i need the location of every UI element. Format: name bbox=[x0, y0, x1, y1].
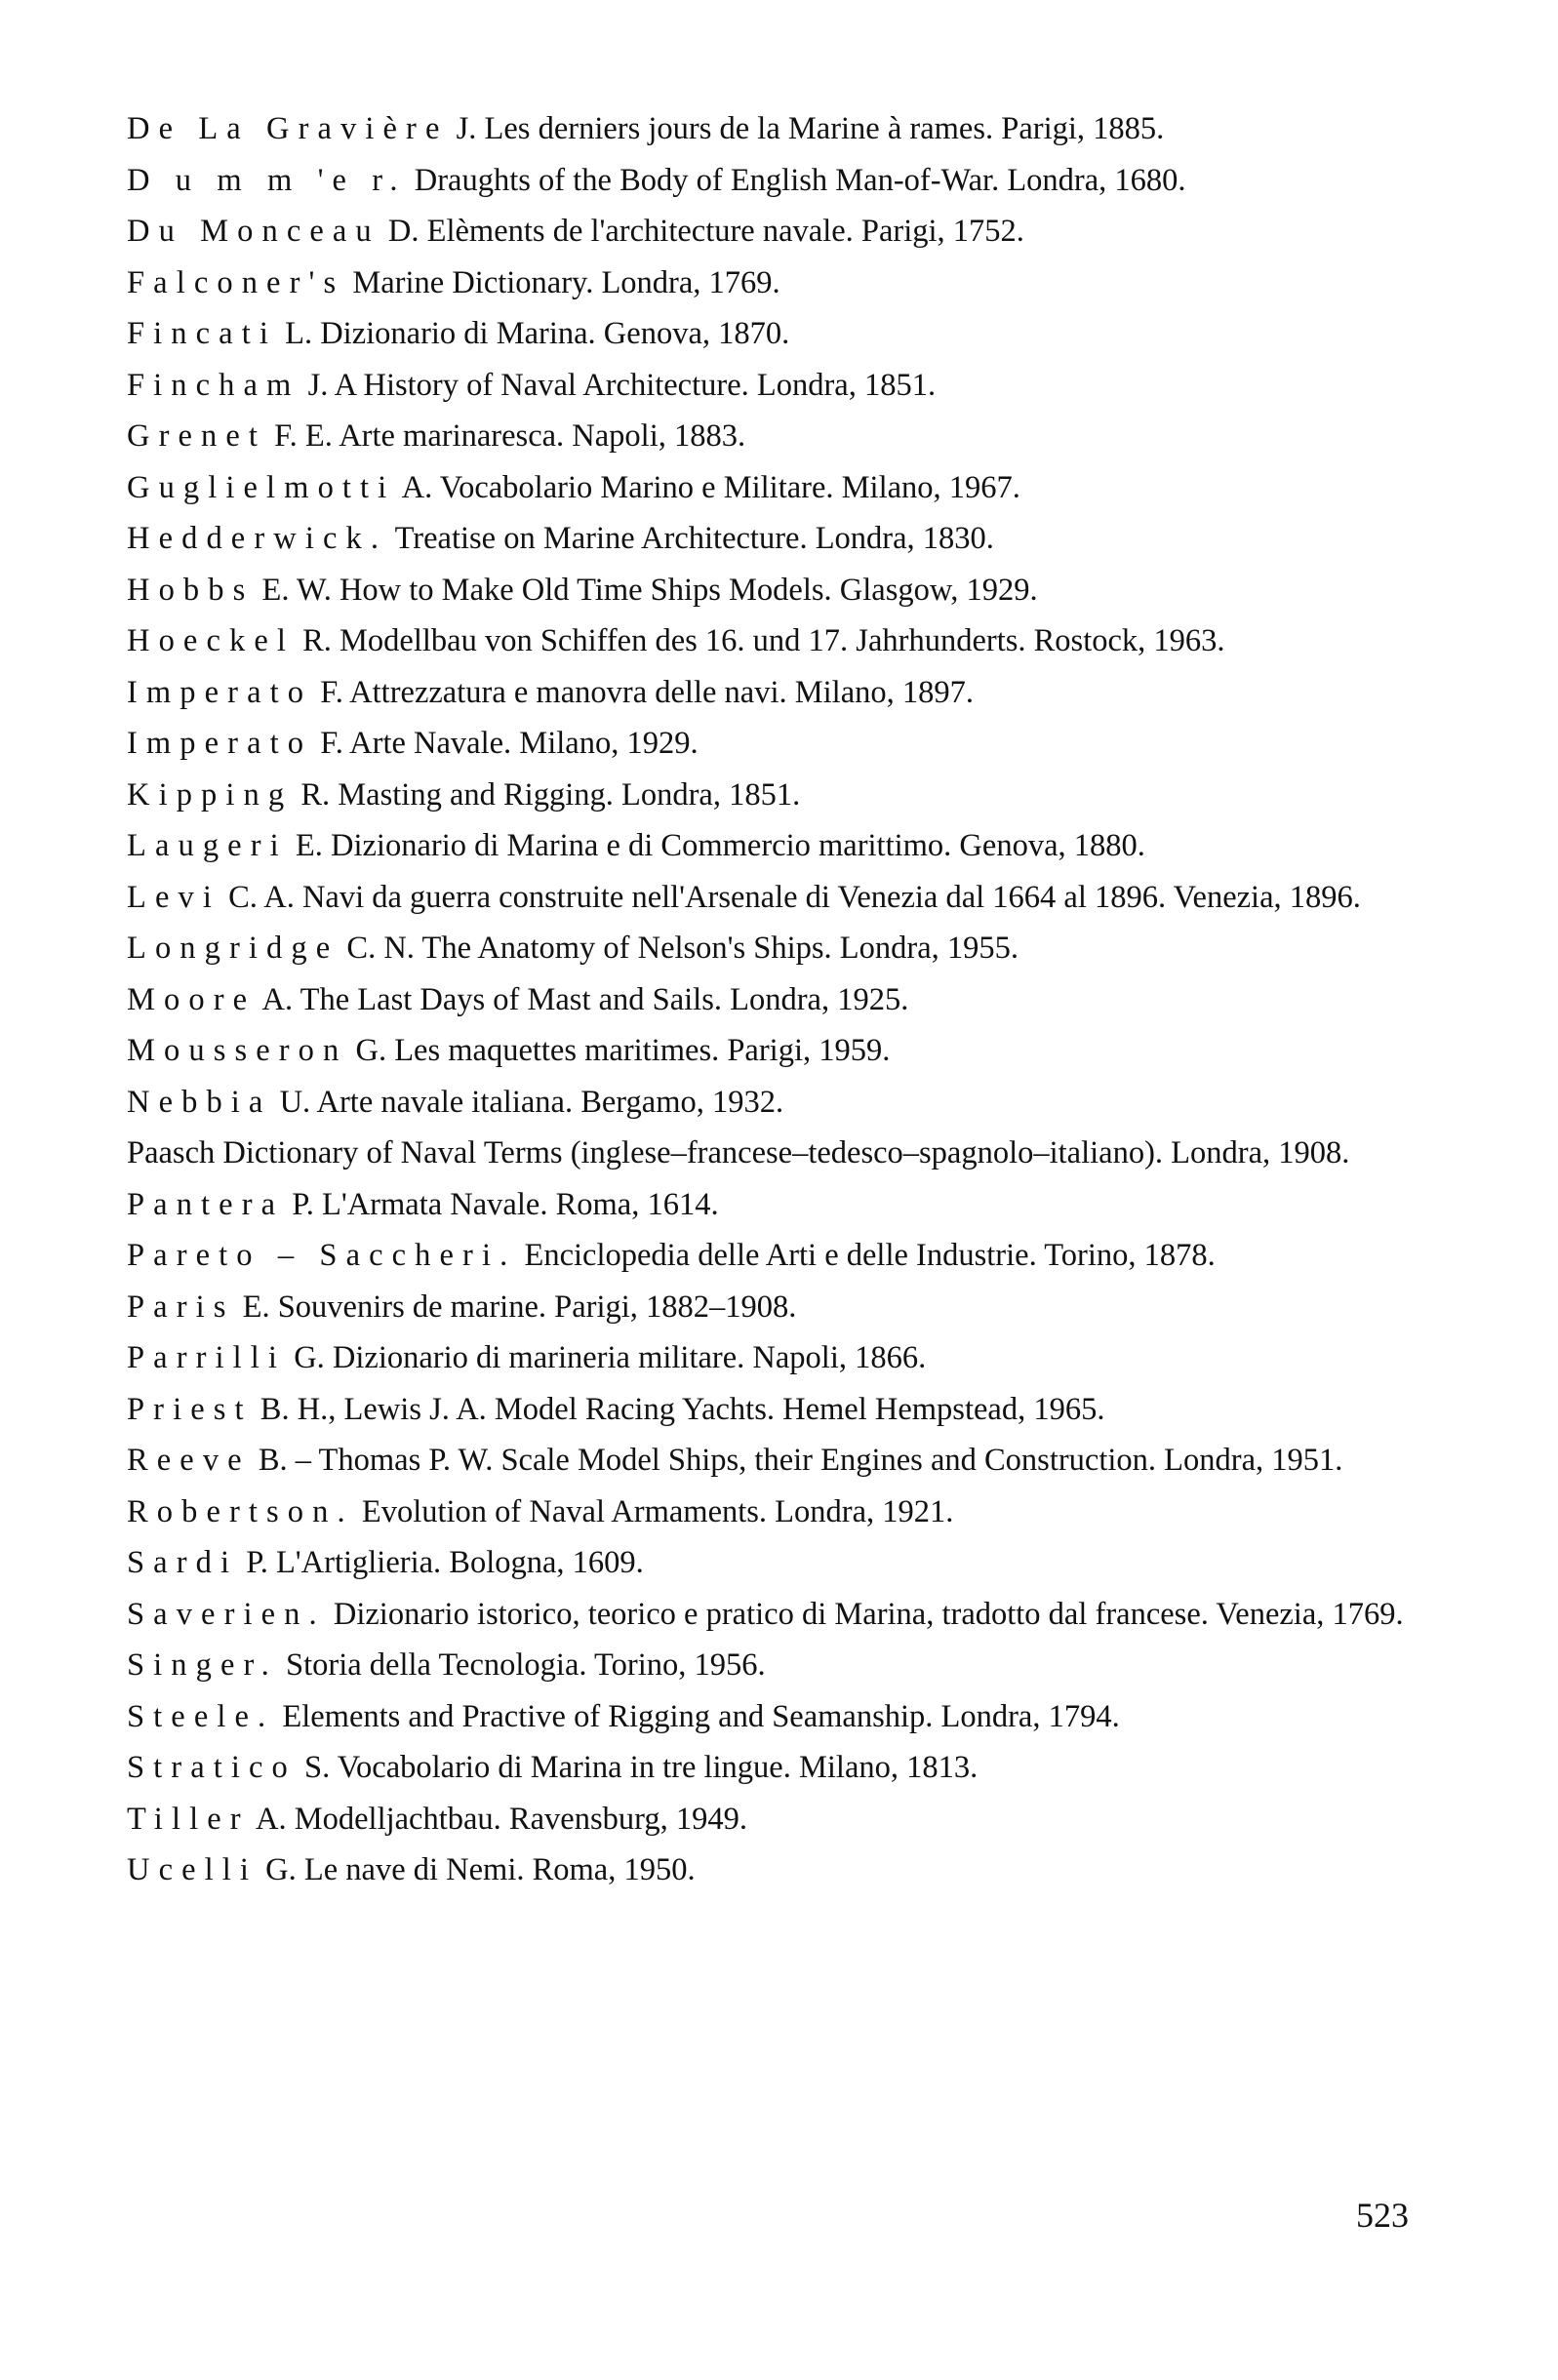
entry-author: De La Gravière bbox=[127, 111, 449, 146]
entry-text: Evolution of Naval Armaments. Londra, 1921. bbox=[361, 1493, 954, 1529]
entry-author: Imperato bbox=[127, 674, 313, 710]
entry-author: Hoeckel bbox=[127, 623, 295, 658]
bibliography-entry bbox=[127, 1384, 1429, 1436]
entry-text: P. L'Armata Navale. Roma, 1614. bbox=[292, 1186, 719, 1222]
entry-text: E. Souvenirs de marine. Parigi, 1882–1908. bbox=[242, 1289, 797, 1325]
bibliography-entry bbox=[127, 206, 1429, 258]
bibliography-entry bbox=[127, 1537, 1429, 1589]
entry-text: G. Le nave di Nemi. Roma, 1950. bbox=[265, 1852, 696, 1887]
entry-author: Du Monceau bbox=[127, 214, 380, 249]
entry-text: A. Vocabolario Marino e Militare. Milano, 1967. bbox=[401, 469, 1020, 505]
entry-author: Fincham bbox=[127, 367, 300, 403]
bibliography-entry bbox=[127, 103, 1429, 155]
bibliography-entry bbox=[127, 1128, 1429, 1179]
bibliography-entry bbox=[127, 1487, 1429, 1538]
bibliography-entry bbox=[127, 155, 1429, 207]
bibliography-entry bbox=[127, 513, 1429, 565]
bibliography-entry bbox=[127, 1230, 1429, 1282]
entry-author: Singer. bbox=[127, 1647, 278, 1683]
entry-text: B. – Thomas P. W. Scale Model Ships, their Engines and Construction. Londra, 1951. bbox=[258, 1443, 1343, 1478]
bibliography-entry bbox=[127, 411, 1429, 462]
entry-author: Levi bbox=[127, 879, 220, 915]
entry-text: F. Arte Navale. Milano, 1929. bbox=[320, 726, 699, 761]
entry-author: Hobbs bbox=[127, 572, 255, 608]
entry-author: Tiller bbox=[127, 1801, 250, 1837]
entry-author: Falconer's bbox=[127, 264, 345, 300]
bibliography-entry bbox=[127, 1742, 1429, 1794]
entry-text: D. Elèments de l'architecture navale. Parigi, 1752. bbox=[387, 214, 1024, 249]
bibliography-entry bbox=[127, 872, 1429, 924]
entry-text: A. The Last Days of Mast and Sails. Londra, 1925. bbox=[261, 981, 909, 1017]
entry-author: Steele. bbox=[127, 1698, 275, 1734]
entry-author: Hedderwick. bbox=[127, 521, 388, 556]
entry-author: Ucelli bbox=[127, 1852, 259, 1887]
bibliography-entry bbox=[127, 820, 1429, 872]
bibliography-entry bbox=[127, 1844, 1429, 1896]
bibliography-entry bbox=[127, 1282, 1429, 1333]
entry-author: Mousseron bbox=[127, 1033, 348, 1068]
bibliography-entry bbox=[127, 1691, 1429, 1743]
entry-author: Moore bbox=[127, 981, 257, 1017]
entry-text: A. Modelljachtbau. Ravensburg, 1949. bbox=[256, 1801, 747, 1837]
entry-text: U. Arte navale italiana. Bergamo, 1932. bbox=[279, 1084, 784, 1120]
bibliography-entry bbox=[127, 462, 1429, 514]
entry-text: C. A. Navi da guerra construite nell'Arsenale di Venezia dal 1664 al 1896. Venezia, 1896. bbox=[228, 879, 1361, 915]
entry-text: E. W. How to Make Old Time Ships Models. Glasgow, 1929. bbox=[261, 572, 1038, 608]
entry-author: Sardi bbox=[127, 1545, 239, 1580]
entry-text: C. N. The Anatomy of Nelson's Ships. Londra, 1955. bbox=[346, 931, 1019, 966]
entry-text: B. H., Lewis J. A. Model Racing Yachts. Hemel Hempstead, 1965. bbox=[260, 1391, 1105, 1427]
entry-text: Enciclopedia delle Arti e delle Industrie. Torino, 1878. bbox=[524, 1238, 1216, 1273]
bibliography-entry bbox=[127, 1589, 1429, 1641]
bibliography-entry bbox=[127, 308, 1429, 360]
entry-text: Treatise on Marine Architecture. Londra, 1830. bbox=[394, 521, 994, 556]
bibliography-entry bbox=[127, 718, 1429, 770]
bibliography-entry bbox=[127, 615, 1429, 667]
entry-author: Reeve bbox=[127, 1443, 251, 1478]
entry-author: Longridge bbox=[127, 931, 340, 966]
entry-author: Kipping bbox=[127, 776, 294, 813]
entry-author: Stratico bbox=[127, 1750, 297, 1785]
page-number: 523 bbox=[1356, 2196, 1409, 2235]
entry-text: R. Masting and Rigging. Londra, 1851. bbox=[300, 776, 801, 813]
entry-author: Laugeri bbox=[127, 828, 288, 863]
entry-author: Robertson. bbox=[127, 1493, 354, 1529]
entry-author: Parrilli bbox=[127, 1340, 287, 1375]
entry-text: J. Les derniers jours de la Marine à rames. Parigi, 1885. bbox=[456, 111, 1165, 146]
entry-author: Paris bbox=[127, 1289, 235, 1325]
entry-text: F. Attrezzatura e manovra delle navi. Milano, 1897. bbox=[320, 674, 974, 710]
entry-author: D u m m 'e r. bbox=[127, 162, 407, 198]
entry-text: F. E. Arte marinaresca. Napoli, 1883. bbox=[274, 418, 746, 454]
bibliography-entry bbox=[127, 1794, 1429, 1845]
bibliography-entry bbox=[127, 1435, 1429, 1487]
bibliography-entry bbox=[127, 1332, 1429, 1384]
entry-text: Dizionario istorico, teorico e pratico di Marina, tradotto dal francese. Venezia, 1769. bbox=[333, 1596, 1404, 1632]
entry-text: R. Modellbau von Schiffen des 16. und 17. Jahrhunderts. Rostock, 1963. bbox=[302, 623, 1225, 658]
entry-text: J. A History of Naval Architecture. Londra, 1851. bbox=[307, 367, 937, 403]
bibliography-entry bbox=[127, 667, 1429, 719]
entry-text: G. Les maquettes maritimes. Parigi, 1959. bbox=[355, 1033, 891, 1068]
entry-author: Priest bbox=[127, 1391, 253, 1427]
entry-author: Pantera bbox=[127, 1186, 285, 1222]
entry-author: Nebbia bbox=[127, 1084, 272, 1120]
entry-author: Fincati bbox=[127, 316, 277, 351]
bibliography-entry bbox=[127, 1025, 1429, 1077]
entry-author: Pareto – Saccheri. bbox=[127, 1238, 517, 1273]
bibliography-entry bbox=[127, 770, 1429, 821]
entry-text: Marine Dictionary. Londra, 1769. bbox=[352, 264, 780, 300]
bibliography-entry bbox=[127, 360, 1429, 412]
entry-text: Draughts of the Body of English Man-of-War. Londra, 1680. bbox=[414, 162, 1186, 198]
bibliography-entry bbox=[127, 974, 1429, 1026]
bibliography-entry bbox=[127, 923, 1429, 974]
entry-author: Grenet bbox=[127, 418, 267, 454]
bibliography-entry bbox=[127, 565, 1429, 616]
bibliography-entry bbox=[127, 1640, 1429, 1691]
entry-text: G. Dizionario di marineria militare. Napoli, 1866. bbox=[294, 1340, 927, 1375]
entry-text: L. Dizionario di Marina. Genova, 1870. bbox=[285, 316, 790, 351]
entry-author: Guglielmotti bbox=[127, 469, 396, 505]
bibliography-list bbox=[127, 103, 1429, 1896]
entry-text: E. Dizionario di Marina e di Commercio marittimo. Genova, 1880. bbox=[295, 828, 1145, 863]
entry-text: Storia della Tecnologia. Torino, 1956. bbox=[286, 1647, 766, 1683]
entry-author: Imperato bbox=[127, 726, 313, 761]
entry-text: S. Vocabolario di Marina in tre lingue. Milano, 1813. bbox=[304, 1750, 979, 1785]
entry-text: Elements and Practive of Rigging and Seamanship. Londra, 1794. bbox=[282, 1698, 1120, 1734]
bibliography-entry bbox=[127, 1179, 1429, 1231]
entry-author: Saverien. bbox=[127, 1596, 326, 1632]
entry-text: Paasch Dictionary of Naval Terms (inglese–francese–tedesco–spagnolo–italiano). Londra, 1908. bbox=[127, 1135, 1350, 1170]
bibliography-entry bbox=[127, 258, 1429, 309]
bibliography-entry bbox=[127, 1077, 1429, 1129]
entry-text: P. L'Artiglieria. Bologna, 1609. bbox=[246, 1545, 644, 1580]
